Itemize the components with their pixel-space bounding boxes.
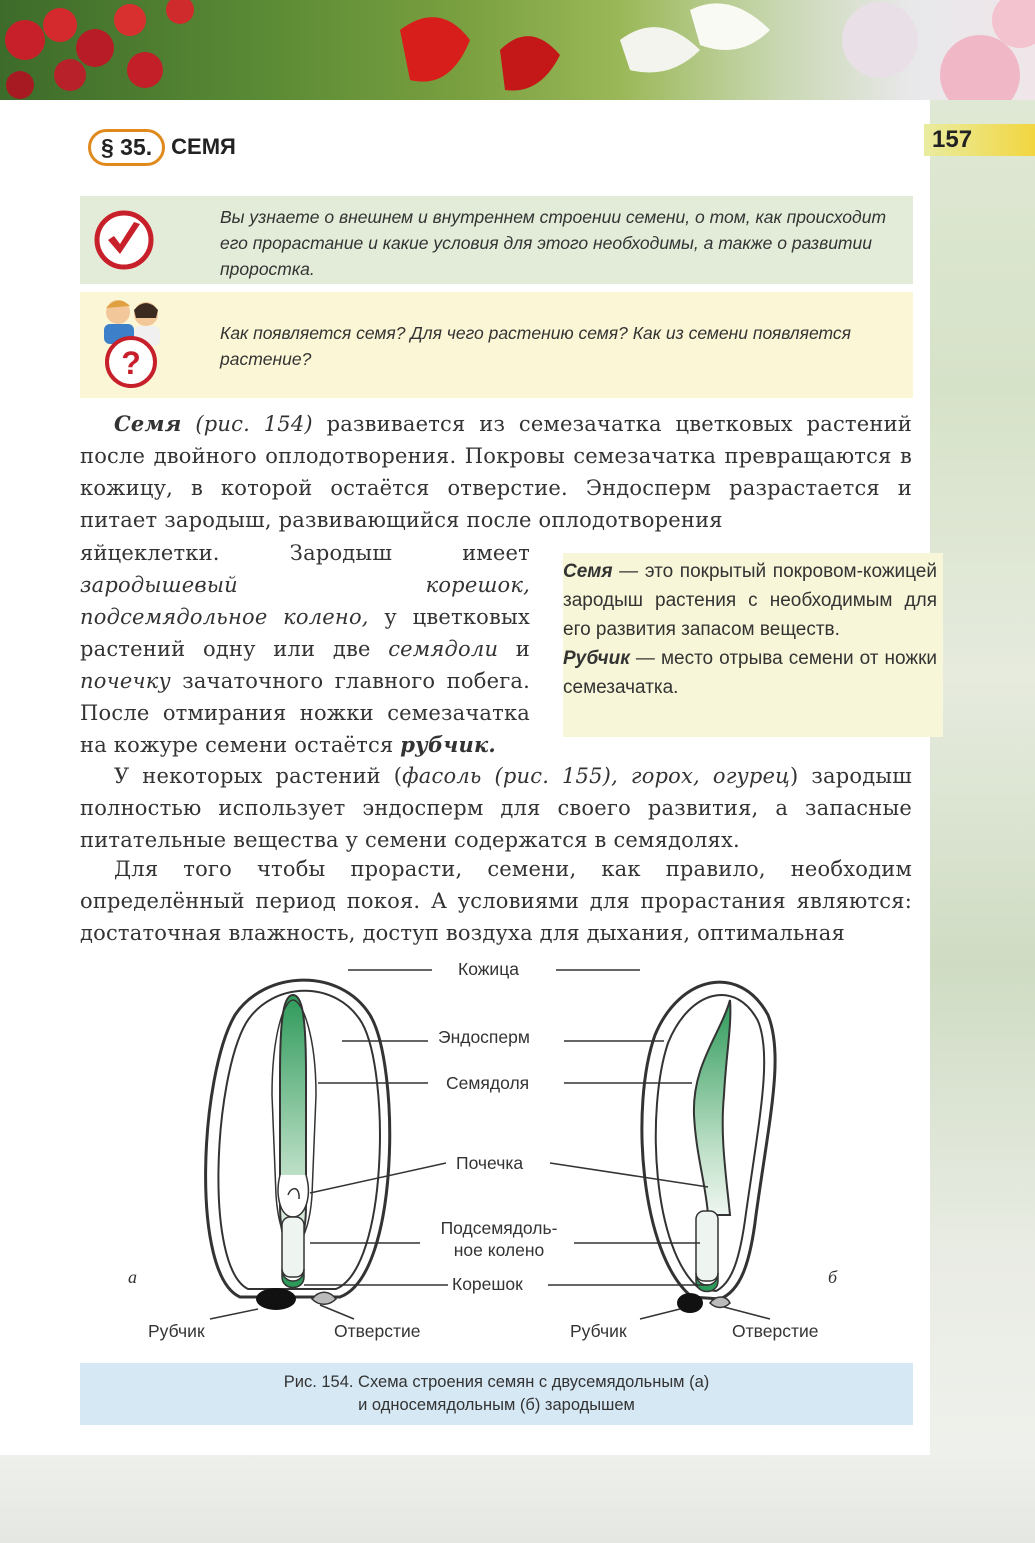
definitions-box xyxy=(563,553,943,737)
paragraph-1 xyxy=(80,408,912,536)
label-cotyledon: Семядоля xyxy=(446,1073,530,1093)
paragraph-1-text: развивается из семезачатка цветковых растений после двойного оплодотворения. Покровы семезачатка превращаются в кожицу, в которой остаётся отверстие. Эндосперм разрастается и питает зародыш, развивающийся после оплодотворения xyxy=(80,412,912,532)
questions-box xyxy=(80,292,913,398)
term-hilum: рубчик. xyxy=(400,732,496,757)
def-seed-text: — это покрытый покровом-кожицей зародыш растения с необходимым для его развития запасом веществ. xyxy=(563,561,937,640)
def-hilum-text: — место отрыва семени от ножки семезачатка. xyxy=(563,648,937,698)
decorative-bottom-pattern xyxy=(0,1455,1035,1543)
term-cotyledons: семядоли xyxy=(388,637,499,661)
label-hypocotyl xyxy=(424,1217,574,1261)
section-title xyxy=(88,126,236,168)
def-hilum-term: Рубчик xyxy=(563,648,630,669)
label-bud: Почечка xyxy=(456,1153,524,1173)
label-hilum-right: Рубчик xyxy=(570,1321,627,1341)
label-opening-left: Отверстие xyxy=(334,1321,421,1341)
term-bud: почечку xyxy=(80,669,171,693)
svg-text:?: ? xyxy=(121,345,141,381)
goals-text: Вы узнаете о внешнем и внутреннем строении семени, о том, как происходит его прорастание и какие условия для этого необходимы, а также о развитии проростка. xyxy=(220,207,887,279)
term-embryo-parts: зародышевый корешок, подсемядольное колено, xyxy=(80,573,530,629)
p1b-text-b: у цветковых растений одну или две xyxy=(80,605,530,661)
figure-caption xyxy=(80,1363,913,1425)
monocot-seed-drawing xyxy=(642,982,775,1313)
figure-ref-154: (рис. 154) xyxy=(195,412,313,436)
term-seed: Семя xyxy=(114,411,182,436)
p1b-text-a: яйцеклетки. Зародыш имеет xyxy=(80,541,530,565)
checkmark-icon xyxy=(94,210,154,270)
label-hypocotyl-line-2: ное колено xyxy=(453,1240,545,1260)
paragraph-2 xyxy=(80,760,912,856)
caption-line-1: Рис. 154. Схема строения семян с двусемядольным (а) xyxy=(283,1373,710,1391)
page-number: 157 xyxy=(924,124,1035,156)
paragraph-1-continued xyxy=(80,537,530,761)
label-opening-right: Отверстие xyxy=(732,1321,819,1341)
label-mark-b: б xyxy=(828,1267,838,1287)
p1b-text-d: зачаточного главного побега. После отмирания ножки семезачатка на кожуре семени остаётся xyxy=(80,669,530,757)
label-endosperm: Эндосперм xyxy=(438,1027,530,1047)
label-mark-a: а xyxy=(128,1267,137,1287)
section-number: § 35. xyxy=(88,129,165,166)
figure-154 xyxy=(80,955,920,1355)
paragraph-3 xyxy=(80,853,912,949)
flowers-berries-image xyxy=(0,0,1035,100)
question-icon xyxy=(94,294,168,390)
p2-examples: фасоль (рис. 155), горох, огурец xyxy=(402,764,791,788)
label-hilum-left: Рубчик xyxy=(148,1321,205,1341)
label-skin: Кожица xyxy=(458,959,519,979)
p2-text-b: ) зародыш полностью использует эндосперм для своего развития, а запасные питательные вещества у семени содержатся в семядолях. xyxy=(80,764,912,852)
paragraph-3-text: Для того чтобы прорасти, семени, как правило, необходим определённый период покоя. А условиями для прорастания являются: достаточная влажность, доступ воздуха для дыхания, оптимальная xyxy=(80,857,912,945)
decorative-leaf-strip xyxy=(925,100,1035,1543)
p1b-text-c: и xyxy=(515,637,530,661)
photo-banner xyxy=(0,0,1035,100)
dicot-seed-drawing xyxy=(206,980,390,1310)
section-name: СЕМЯ xyxy=(171,134,236,159)
def-seed-term: Семя xyxy=(563,561,613,582)
label-root: Корешок xyxy=(452,1274,523,1294)
questions-text: Как появляется семя? Для чего растению семя? Как из семени появляется растение? xyxy=(220,323,851,369)
learning-goals-box xyxy=(80,196,913,284)
caption-line-2: и односемядольным (б) зародышем xyxy=(358,1396,635,1414)
p2-text-a: У некоторых растений ( xyxy=(114,764,403,788)
label-hypocotyl-line-1: Подсемядоль- xyxy=(440,1218,558,1238)
